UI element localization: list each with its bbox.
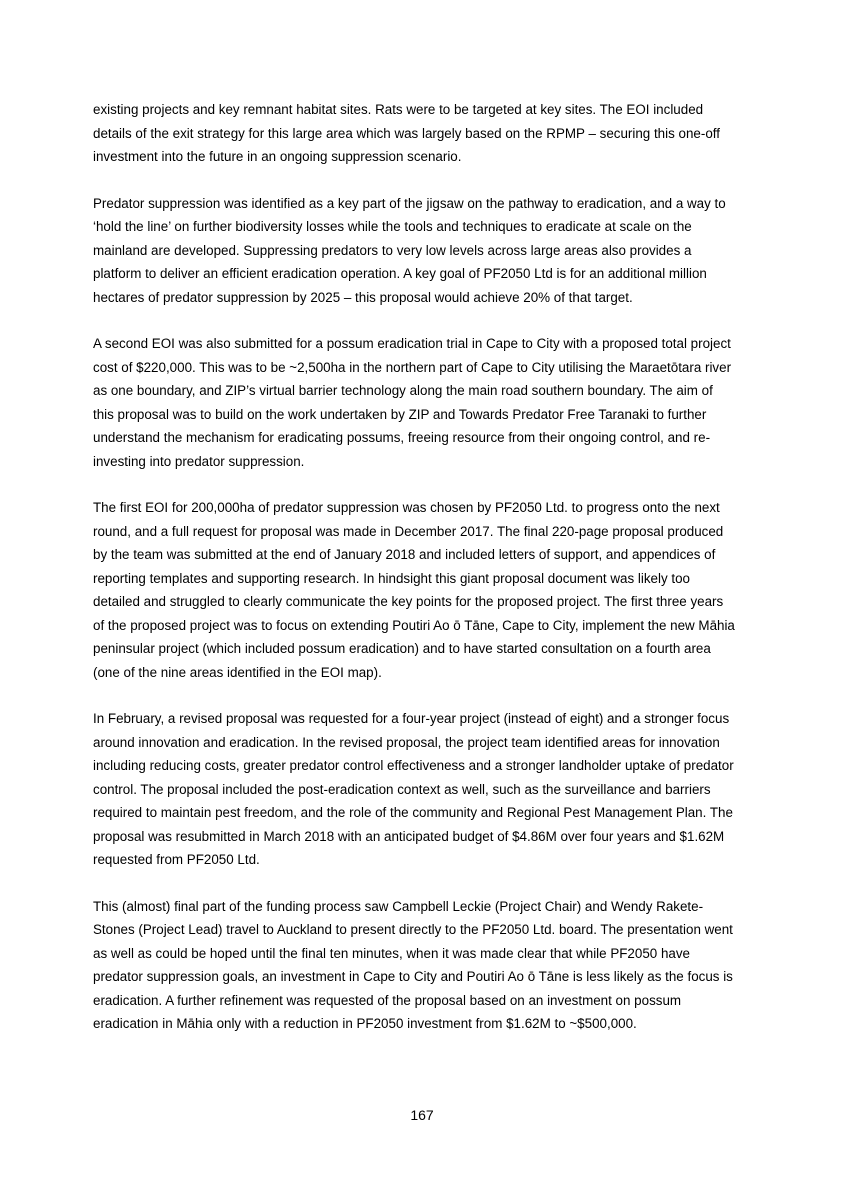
- text-line: eradication in Māhia only with a reduction in PF2050 investment from $1.62M to ~$500,000.: [93, 1016, 637, 1031]
- text-line: round, and a full request for proposal was made in December 2017. The final 220-page proposal produced: [93, 523, 724, 539]
- text-line: A second EOI was also submitted for a possum eradication trial in Cape to City with a proposed total project: [93, 336, 731, 351]
- text-line: ‘hold the line’ on further biodiversity losses while the tools and techniques to eradicate at scale on the: [93, 219, 692, 234]
- text-line: eradication. A further refinement was requested of the proposal based on an investment on possum: [93, 992, 682, 1008]
- text-line: including reducing costs, greater predator control effectiveness and a stronger landholder uptake of predator: [93, 758, 734, 773]
- text-line: of the proposed project was to focus on extending Poutiri Ao ō Tāne, Cape to City, implement the new Māhia: [93, 617, 735, 633]
- text-line: details of the exit strategy for this large area which was largely based on the RPMP – securing this one-off: [93, 125, 720, 141]
- text-line: investment into the future in an ongoing suppression scenario.: [93, 149, 462, 164]
- text-line: predator suppression goals, an investment in Cape to City and Poutiri Ao ō Tāne is less likely as the focus is: [93, 969, 733, 984]
- text-line: Predator suppression was identified as a key part of the jigsaw on the pathway to eradication, and a way to: [93, 195, 726, 211]
- text-line: This (almost) final part of the funding process saw Campbell Leckie (Project Chair) and Wendy Rakete-: [93, 898, 704, 914]
- text-line: hectares of predator suppression by 2025 – this proposal would achieve 20% of that target.: [93, 289, 633, 305]
- text-line: reporting templates and supporting research. In hindsight this giant proposal document was likely too: [93, 570, 690, 586]
- text-line: investing into predator suppression.: [93, 453, 305, 469]
- text-line: platform to deliver an efficient eradication operation. A key goal of PF2050 Ltd is for an additional million: [93, 266, 707, 281]
- paragraph: [93, 496, 753, 684]
- text-line: by the team was submitted at the end of January 2018 and included letters of support, and appendices of: [93, 547, 716, 562]
- paragraph: [93, 98, 753, 169]
- text-line: existing projects and key remnant habitat sites. Rats were to be targeted at key sites. The EOI included: [93, 102, 704, 117]
- text-line: requested from PF2050 Ltd.: [93, 852, 260, 867]
- text-line: Stones (Project Lead) travel to Auckland to present directly to the PF2050 Ltd. board. The presentation went: [93, 922, 733, 937]
- text-line: control. The proposal included the post-eradication context as well, such as the surveillance and barriers: [93, 781, 711, 797]
- text-line: In February, a revised proposal was requested for a four-year project (instead of eight) and a stronger focus: [93, 711, 730, 726]
- text-line: peninsular project (which included possum eradication) and to have started consultation on a fourth area: [93, 641, 711, 656]
- paragraph: [93, 895, 753, 1036]
- text-line: mainland are developed. Suppressing predators to very low levels across large areas also provides a: [93, 242, 692, 258]
- text-line: this proposal was to build on the work undertaken by ZIP and Towards Predator Free Taranaki to further: [93, 406, 707, 422]
- text-line: required to maintain pest freedom, and the role of the community and Regional Pest Management Plan. The: [93, 805, 733, 820]
- paragraph: [93, 707, 753, 872]
- paragraph: [93, 192, 753, 310]
- text-line: as one boundary, and ZIP’s virtual barrier technology along the main road southern boundary. The aim of: [93, 383, 713, 398]
- text-line: understand the mechanism for eradicating possums, freeing resource from their ongoing control, and re-: [93, 430, 711, 445]
- text-line: (one of the nine areas identified in the EOI map).: [93, 664, 382, 680]
- text-line: cost of $220,000. This was to be ~2,500ha in the northern part of Cape to City utilising the Maraetōtara river: [93, 359, 732, 375]
- text-line: The first EOI for 200,000ha of predator suppression was chosen by PF2050 Ltd. to progress onto the next: [93, 500, 720, 515]
- body-text: [93, 98, 753, 1059]
- text-line: proposal was resubmitted in March 2018 with an anticipated budget of $4.86M over four years and $1.62M: [93, 828, 725, 844]
- page-number: 167: [410, 1107, 434, 1123]
- paragraph: [93, 332, 753, 473]
- text-line: around innovation and eradication. In the revised proposal, the project team identified areas for innovation: [93, 734, 720, 750]
- text-line: as well as could be hoped until the final ten minutes, when it was made clear that while PF2050 have: [93, 945, 690, 961]
- text-line: detailed and struggled to clearly communicate the key points for the proposed project. The first three years: [93, 594, 724, 609]
